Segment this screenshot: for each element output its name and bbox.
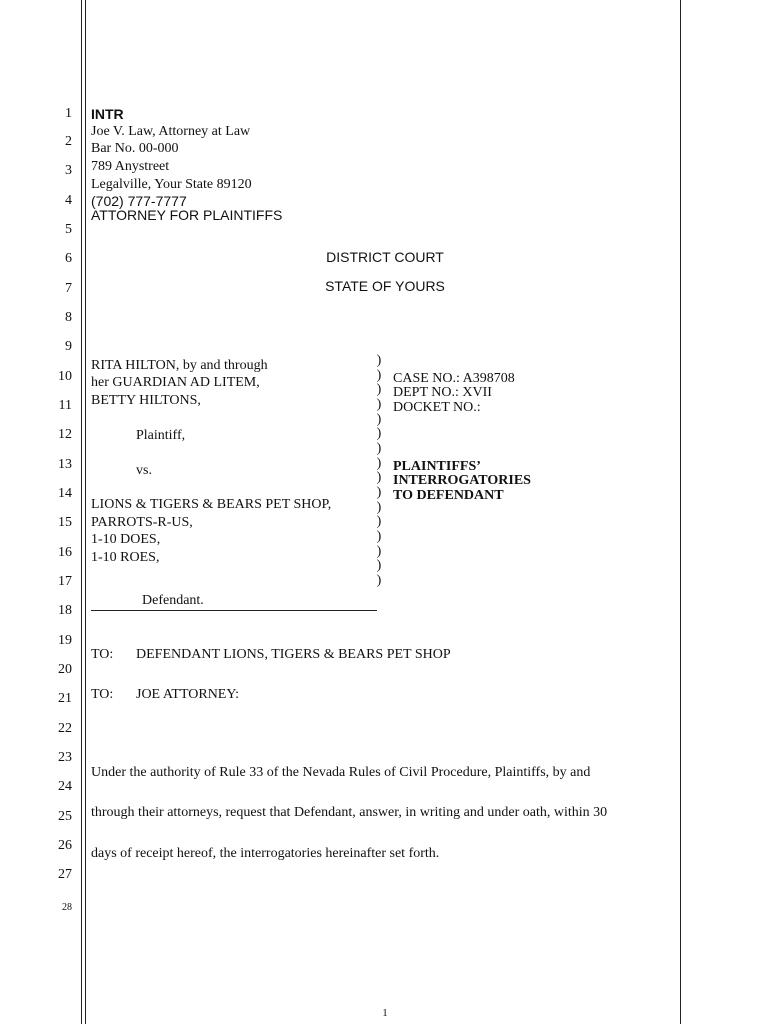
addressee-defendant: DEFENDANT LIONS, TIGERS & BEARS PET SHOP <box>136 647 451 662</box>
docket-number: DOCKET NO.: <box>393 400 481 415</box>
caption-parenthesis: ) <box>376 456 382 471</box>
caption-parenthesis: ) <box>376 544 382 559</box>
plaintiff-name-line2: her GUARDIAN AD LITEM, <box>91 375 260 390</box>
line-number: 3 <box>65 163 72 178</box>
line-number: 15 <box>58 515 72 530</box>
plaintiff-label: Plaintiff, <box>136 428 186 443</box>
caption-parenthesis: ) <box>376 573 382 588</box>
city-state-zip: Legalville, Your State 89120 <box>91 177 252 192</box>
line-number: 25 <box>58 809 72 824</box>
line-number: 22 <box>58 721 72 736</box>
caption-parenthesis: ) <box>376 426 382 441</box>
caption-parenthesis: ) <box>376 500 382 515</box>
court-name: DISTRICT COURT <box>326 249 444 265</box>
attorney-name: Joe V. Law, Attorney at Law <box>91 124 251 139</box>
line-number: 18 <box>58 603 72 618</box>
plaintiff-name-line3: BETTY HILTONS, <box>91 393 201 408</box>
line-number: 24 <box>58 779 72 794</box>
line-number: 16 <box>58 545 72 560</box>
defendant-name-line4: 1-10 ROES, <box>91 550 160 565</box>
caption-parenthesis: ) <box>376 382 382 397</box>
line-number: 23 <box>58 750 72 765</box>
caption-parenthesis: ) <box>376 558 382 573</box>
body-line-3: days of receipt hereof, the interrogatories hereinafter set forth. <box>91 846 440 861</box>
line-number: 10 <box>58 369 72 384</box>
defendant-name-line3: 1-10 DOES, <box>91 532 161 547</box>
line-number: 6 <box>65 251 72 266</box>
line-number: 28 <box>62 902 72 913</box>
court-state: STATE OF YOURS <box>325 278 445 294</box>
caption-parenthesis: ) <box>376 353 382 368</box>
page-number: 1 <box>382 1007 388 1019</box>
case-number: CASE NO.: A398708 <box>393 371 515 386</box>
document-title-line1: PLAINTIFFS’ <box>393 459 481 474</box>
line-number: 11 <box>58 398 72 413</box>
document-title-line3: TO DEFENDANT <box>393 488 504 503</box>
caption-parenthesis: ) <box>376 470 382 485</box>
to-label: TO: <box>91 687 114 702</box>
bar-number: Bar No. 00-000 <box>91 141 179 156</box>
body-line-2: through their attorneys, request that Defendant, answer, in writing and under oath, within 30 <box>91 805 608 820</box>
defendant-label: Defendant. <box>142 593 204 608</box>
line-number: 7 <box>65 281 72 296</box>
defendant-name-line1: LIONS & TIGERS & BEARS PET SHOP, <box>91 497 332 512</box>
left-margin-rule-outer <box>81 0 82 1024</box>
caption-parenthesis: ) <box>376 529 382 544</box>
line-number: 8 <box>65 310 72 325</box>
attorney-role: ATTORNEY FOR PLAINTIFFS <box>91 207 283 223</box>
line-number: 1 <box>65 106 72 121</box>
right-margin-rule <box>680 0 681 1024</box>
to-label: TO: <box>91 647 114 662</box>
line-number: 17 <box>58 574 72 589</box>
caption-parenthesis: ) <box>376 485 382 500</box>
line-number: 27 <box>58 867 72 882</box>
document-code: INTR <box>91 106 124 122</box>
plaintiff-name-line1: RITA HILTON, by and through <box>91 358 268 373</box>
line-number: 20 <box>58 662 72 677</box>
left-margin-rule-inner <box>85 0 86 1024</box>
line-number: 9 <box>65 339 72 354</box>
line-number: 5 <box>65 222 72 237</box>
line-number: 14 <box>58 486 72 501</box>
body-line-1: Under the authority of Rule 33 of the Nevada Rules of Civil Procedure, Plaintiffs, by and <box>91 765 591 780</box>
defendant-name-line2: PARROTS-R-US, <box>91 515 193 530</box>
line-number: 21 <box>58 691 72 706</box>
caption-underline <box>91 610 377 611</box>
addressee-attorney: JOE ATTORNEY: <box>136 687 240 702</box>
caption-parenthesis: ) <box>376 368 382 383</box>
document-title-line2: INTERROGATORIES <box>393 473 531 488</box>
department-number: DEPT NO.: XVII <box>393 385 492 400</box>
line-number: 12 <box>58 427 72 442</box>
caption-parenthesis: ) <box>376 514 382 529</box>
line-number: 19 <box>58 633 72 648</box>
caption-parenthesis: ) <box>376 441 382 456</box>
street-address: 789 Anystreet <box>91 159 170 174</box>
phone-number: (702) 777-7777 <box>91 193 187 209</box>
line-number: 26 <box>58 838 72 853</box>
caption-parenthesis: ) <box>376 412 382 427</box>
line-number: 13 <box>58 457 72 472</box>
line-number: 4 <box>65 193 72 208</box>
caption-parenthesis: ) <box>376 397 382 412</box>
versus-label: vs. <box>136 463 152 478</box>
line-number: 2 <box>65 134 72 149</box>
